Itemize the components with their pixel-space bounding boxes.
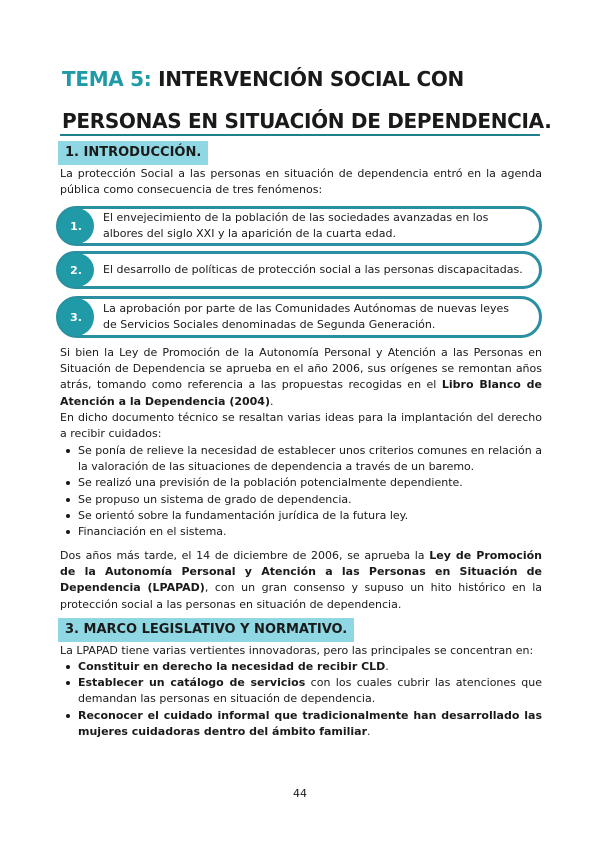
lpapad-law-name: Ley de Promoción de la Autonomía Personal y Atención a las Personas en Situación de Dependencia (LPAPAD) xyxy=(60,549,542,595)
phenomenon-item-2 xyxy=(56,251,542,289)
phenomenon-text-1: El envejecimiento de la población de las sociedades avanzadas en los albores del siglo XXI y la aparición de la cuarta edad. xyxy=(103,211,489,240)
list-item: Financiación en el sistema. xyxy=(62,524,542,540)
innovation-1-bold: Constituir en derecho la necesidad de recibir CLD xyxy=(78,660,386,673)
title-prefix: TEMA 5: xyxy=(62,67,152,91)
phenomenon-text-2: El desarrollo de políticas de protección social a las personas discapacitadas. xyxy=(103,263,523,276)
innovation-2-end: con los cuales cubrir las atenciones que demandan las personas en situación de dependencia. xyxy=(78,676,542,706)
title-line-1 xyxy=(62,58,562,100)
section-heading-marco-legislativo: 3. MARCO LEGISLATIVO Y NORMATIVO. xyxy=(58,618,354,642)
intro-paragraph: La protección Social a las personas en situación de dependencia entró en la agenda pública como consecuencia de tres fenómenos: xyxy=(60,167,542,197)
lpapad-innovations-list xyxy=(62,659,542,740)
ideas-list xyxy=(62,443,542,540)
list-item: Se orientó sobre la fundamentación jurídica de la futura ley. xyxy=(62,508,542,524)
innovation-3-bold: Reconocer el cuidado informal que tradicionalmente han desarrollado las mujeres cuidadoras dentro del ámbito familiar xyxy=(78,708,542,738)
libro-blanco-reference: Libro Blanco de Atención a la Dependencia (2004) xyxy=(60,378,542,408)
page-title xyxy=(62,58,562,142)
phenomenon-number-1: 1. xyxy=(58,208,94,244)
list-item xyxy=(62,659,542,675)
law-approval-end: , con un gran consenso y supuso un hito histórico en la protección social a las personas en situación de dependencia. xyxy=(60,581,543,611)
history-end: . xyxy=(269,394,274,408)
phenomenon-item-1 xyxy=(56,206,542,246)
lpapad-intro-paragraph: La LPAPAD tiene varias vertientes innovadoras, pero las principales se concentran en: xyxy=(60,644,534,657)
phenomenon-text-3: La aprobación por parte de las Comunidades Autónomas de nuevas leyes de Servicios Sociales denominadas de Segunda Generación. xyxy=(103,302,509,331)
innovation-2-bold: Establecer un catálogo de servicios xyxy=(78,676,306,690)
section-heading-introduccion: 1. INTRODUCCIÓN. xyxy=(58,141,208,165)
title-divider xyxy=(60,134,540,136)
innovation-3-end: . xyxy=(367,724,371,738)
list-item: Se ponía de relieve la necesidad de establecer unos criterios comunes en relación a la valoración de las situaciones de dependencia a través de un baremo. xyxy=(62,443,542,475)
law-approval-text: Dos años más tarde, el 14 de diciembre de 2006, se aprueba la xyxy=(60,549,425,562)
history-paragraph xyxy=(60,345,542,410)
innovation-1-end: . xyxy=(385,660,389,673)
title-line-2: PERSONAS EN SITUACIÓN DE DEPENDENCIA. xyxy=(62,109,552,133)
page-number: 44 xyxy=(293,787,307,800)
phenomenon-number-3: 3. xyxy=(58,298,94,336)
list-item: Se propuso un sistema de grado de dependencia. xyxy=(62,492,542,508)
list-item xyxy=(62,708,542,740)
title-line1-text: INTERVENCIÓN SOCIAL CON xyxy=(158,67,464,91)
law-approval-paragraph xyxy=(60,548,542,613)
history-text: Si bien la Ley de Promoción de la Autonomía Personal y Atención a las Personas en Situación de Dependencia se aprueba en el año 2006, sus orígenes se remontan años atrás, tomando como referencia a las propuestas recogidas en el xyxy=(60,346,542,392)
list-item: Se realizó una previsión de la población potencialmente dependiente. xyxy=(62,475,542,491)
phenomenon-number-2: 2. xyxy=(58,253,94,287)
document-ideas-paragraph: En dicho documento técnico se resaltan varias ideas para la implantación del derecho a recibir cuidados: xyxy=(60,411,542,441)
list-item xyxy=(62,675,542,707)
phenomenon-item-3 xyxy=(56,296,542,338)
